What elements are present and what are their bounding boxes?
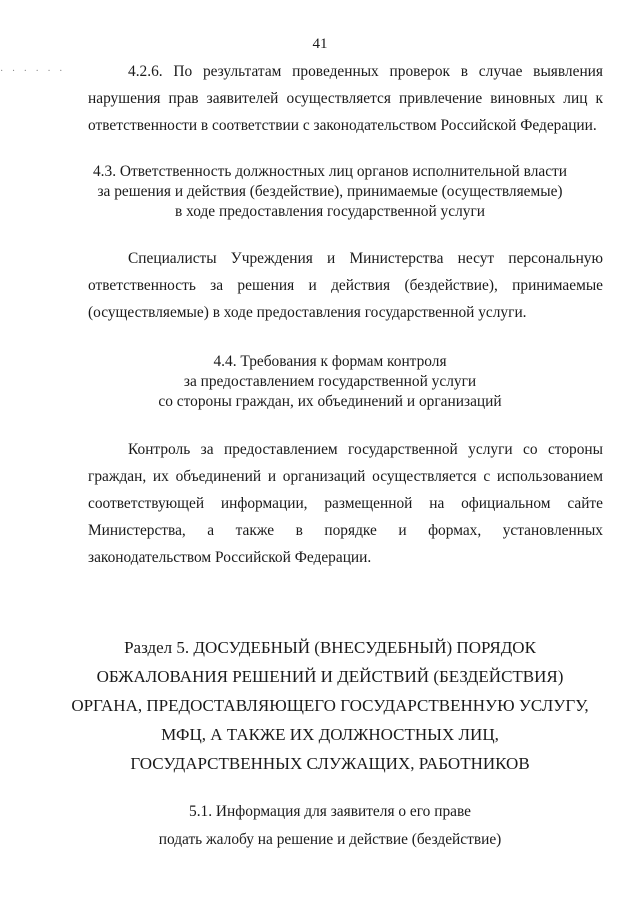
page-number: 41 xyxy=(312,36,328,52)
heading-4-3-line-2: за решения и действия (бездействие), принимаемые (осуществляемые) xyxy=(97,183,563,200)
paragraph-4-3: Специалисты Учреждения и Министерства несут персональную ответственность за решения и действия (бездействие), принимаемые (осуществляемые) в ходе предоставления государственной услуги. xyxy=(88,250,603,321)
heading-4-3 xyxy=(70,162,590,222)
heading-5-1-line-1: 5.1. Информация для заявителя о его праве xyxy=(189,803,471,820)
section-5-title xyxy=(60,633,600,778)
heading-4-3-line-3: в ходе предоставления государственной услуги xyxy=(175,203,485,220)
heading-4-3-line-1: 4.3. Ответственность должностных лиц органов исполнительной власти xyxy=(92,163,568,180)
heading-5-1-line-2: подать жалобу на решение и действие (бездействие) xyxy=(158,831,502,848)
section-5-title-line-4: МФЦ, А ТАКЖЕ ИХ ДОЛЖНОСТНЫХ ЛИЦ, xyxy=(161,725,499,744)
heading-4-4-line-1: 4.4. Требования к формам контроля xyxy=(213,353,447,370)
scan-artifact: · · · · · · xyxy=(0,66,66,77)
heading-4-4 xyxy=(70,352,590,412)
heading-4-4-line-3: со стороны граждан, их объединений и организаций xyxy=(158,393,502,410)
section-5-title-line-3: ОРГАНА, ПРЕДОСТАВЛЯЮЩЕГО ГОСУДАРСТВЕННУЮ УСЛУГУ, xyxy=(71,696,589,715)
heading-4-4-line-2: за предоставлением государственной услуги xyxy=(183,373,477,390)
paragraph-4-2-6: 4.2.6. По результатам проведенных проверок в случае выявления нарушения прав заявителей осуществляется привлечение виновных лиц к ответственности в соответствии с законодательством Российской Федерации. xyxy=(88,63,603,134)
paragraph-4-4: Контроль за предоставлением государственной услуги со стороны граждан, их объединений и организаций осуществляется с использованием соответствующей информации, размещенной на официальном сайте Министерства, а также в порядке и формах, установленных законодательством Российской Федерации. xyxy=(88,441,603,566)
section-5-title-line-1: Раздел 5. ДОСУДЕБНЫЙ (ВНЕСУДЕБНЫЙ) ПОРЯДОК xyxy=(124,638,536,657)
section-5-title-line-2: ОБЖАЛОВАНИЯ РЕШЕНИЙ И ДЕЙСТВИЙ (БЕЗДЕЙСТВИЯ) xyxy=(96,667,564,686)
section-5-title-line-5: ГОСУДАРСТВЕННЫХ СЛУЖАЩИХ, РАБОТНИКОВ xyxy=(130,754,530,773)
heading-5-1 xyxy=(70,798,590,854)
